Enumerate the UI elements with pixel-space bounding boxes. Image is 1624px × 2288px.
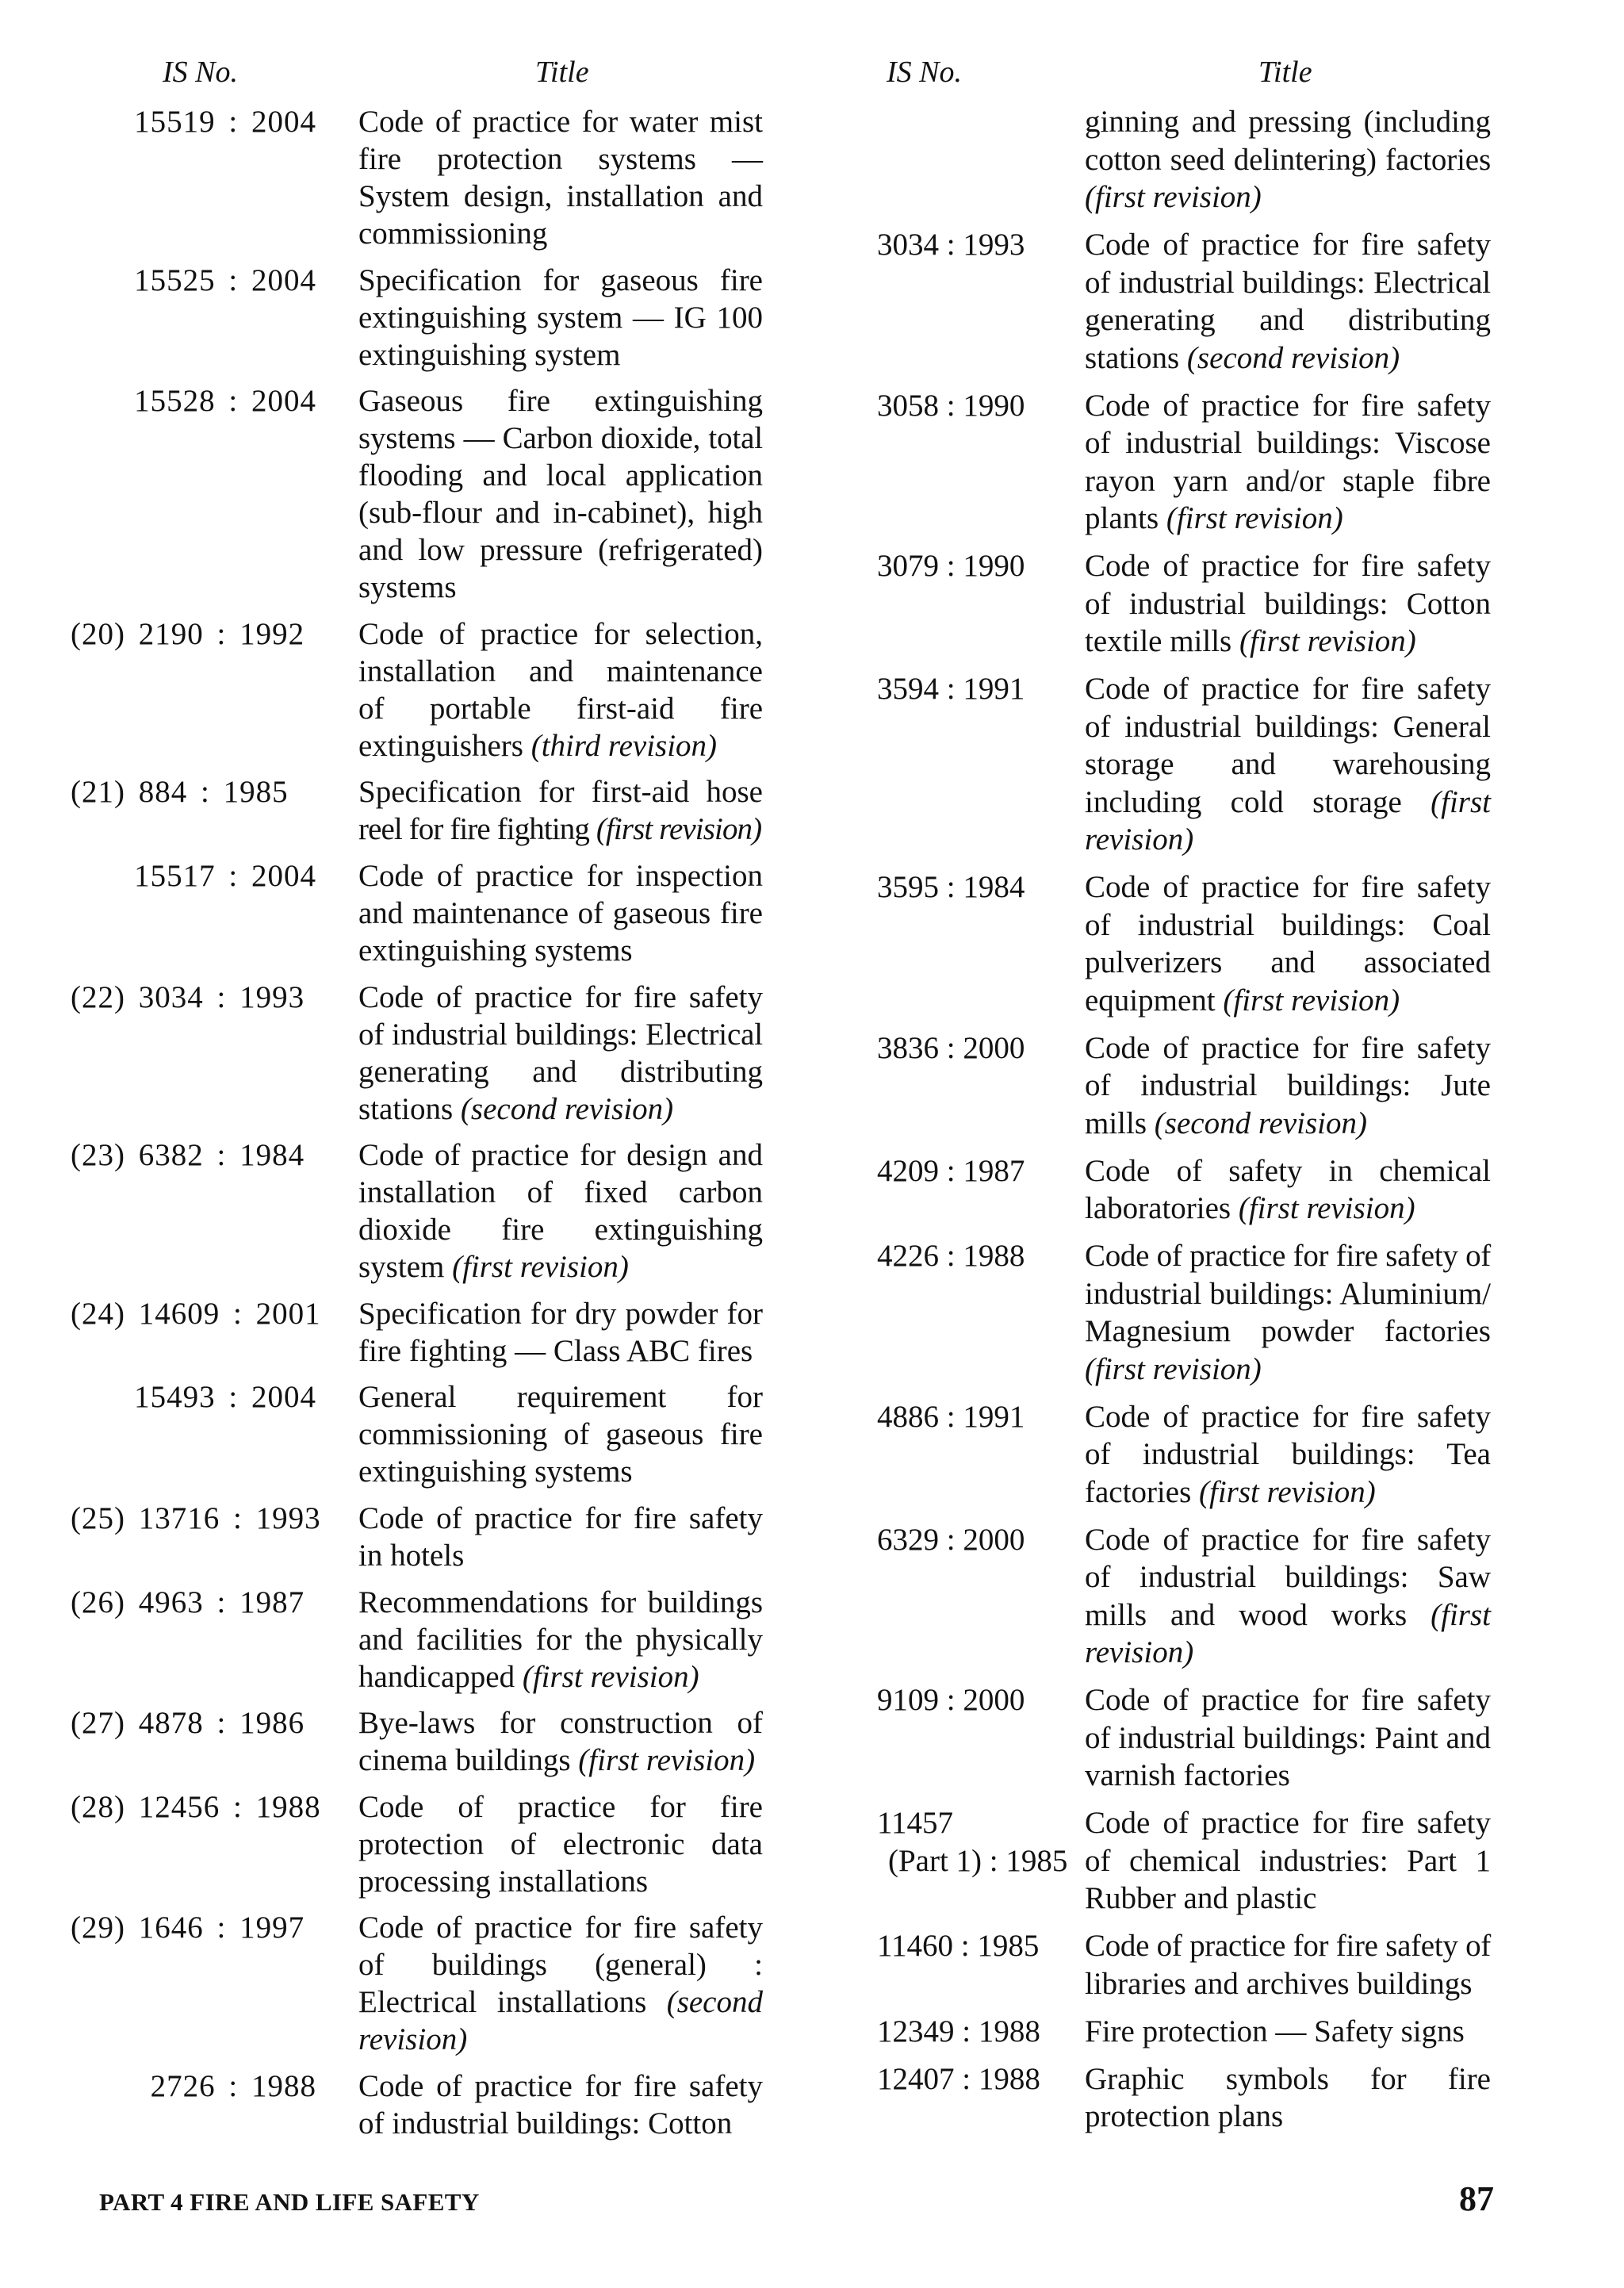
standard-title [1085,2060,1491,2136]
title-line: processing installations [358,1864,649,1899]
title-line: extinguishing system [358,337,621,372]
title-line: Code of practice for design and [358,1138,763,1173]
title-line: protection plans [1085,2099,1284,2133]
header-is-no-left: IS No. [163,56,238,89]
is-number [877,387,1025,425]
standard-title [1085,1521,1491,1672]
is-number-value: 12456 : 1988 [138,1789,321,1824]
title-line: of industrial buildings: General [1085,709,1491,744]
title-line: Code of practice for fire safety [1085,1030,1491,1065]
standard-title [1085,387,1491,538]
title-line: of industrial buildings: Electrical [358,1017,763,1052]
title-line [1085,339,1491,378]
is-number-line: (Part 1) : 1985 [888,1843,1068,1878]
is-number-line: 11457 [877,1806,954,1840]
title-line [358,1983,763,2021]
revision-note: (first revision) [1199,1474,1376,1509]
revision-note: (first [1431,784,1491,819]
standard-entry [793,670,1624,859]
standard-entry [793,2013,1624,2051]
revision-note: (first revision) [1085,1351,1262,1386]
title-text: system [358,1250,453,1285]
group-number: (28) [71,1789,125,1824]
title-line [1085,1474,1491,1512]
is-number-value: 4878 : 1986 [138,1706,305,1741]
standard-entry [793,387,1624,538]
title-line [1085,623,1491,661]
title-line: of industrial buildings: Coal [1085,907,1491,942]
title-text: factories [1085,1474,1200,1509]
is-number [877,1237,1025,1275]
title-line: and facilities for the physically [358,1622,763,1657]
title-line: Code of practice for fire safety of [1085,1239,1491,1273]
standard-entry [793,1029,1624,1143]
standard-entry [793,547,1624,661]
is-number-value: 15493 : 2004 [134,1380,316,1415]
group-number: (23) [71,1138,125,1173]
is-number [71,1584,304,1621]
title-line [1085,1351,1491,1389]
standard-entry [793,103,1624,217]
standard-title [358,1378,763,1490]
title-line [1085,178,1491,217]
revision-note: (second revision) [1154,1106,1368,1140]
title-line: Code of practice for fire safety [1085,1683,1491,1717]
standard-title [358,615,763,765]
title-text: extinguishers [358,728,531,763]
title-line: extinguishing systems [358,1454,633,1489]
revision-note: (first revision) [1223,983,1400,1018]
standard-entry [793,1927,1624,2002]
is-number-value: 2726 : 1988 [150,2068,316,2103]
is-number-value: 3034 : 1993 [138,979,305,1014]
title-line [1085,1596,1491,1635]
title-line [1085,784,1491,822]
header-title-right: Title [1258,56,1312,89]
standard-entry [0,857,793,969]
is-number [877,547,1025,585]
title-line [358,1742,763,1779]
title-text: mills [1085,1106,1155,1140]
standard-title [358,1909,763,2058]
title-line [1085,1190,1491,1228]
title-line: industrial buildings: Aluminium/ [1085,1276,1491,1311]
title-line: varnish factories [1085,1758,1290,1792]
revision-note: revision) [1085,1635,1194,1669]
title-line: of buildings (general) : [358,1948,763,1983]
title-line [1085,1105,1491,1143]
title-text: reel for fire fighting [358,812,596,847]
title-line: Code of practice for fire safety [358,1910,763,1945]
standard-entry [793,1152,1624,1228]
is-number [71,1909,304,1946]
is-number [71,1295,321,1332]
title-line: of industrial buildings: Tea [1085,1437,1491,1471]
is-number [71,1704,304,1742]
standard-title [1085,1681,1491,1795]
is-number [877,226,1025,264]
is-number-value: 4209 : 1987 [877,1153,1025,1188]
title-line [358,1248,763,1286]
title-line: Code of practice for fire safety [358,1500,763,1535]
standard-title [1085,670,1491,859]
title-line: Code of practice for fire safety [1085,672,1491,706]
is-number-value: 4226 : 1988 [877,1239,1025,1273]
title-line: of chemical industries: Part 1 [1085,1843,1491,1878]
standard-title [1085,1237,1491,1388]
title-line: of industrial buildings: Cotton [358,2106,733,2140]
group-number: (29) [71,1910,125,1945]
is-number [134,382,316,420]
title-line: and low pressure (refrigerated) [358,533,763,568]
header-title-left: Title [535,56,589,89]
left-standards-column [0,103,793,2152]
title-line: of industrial buildings: Electrical [1085,265,1491,300]
title-line: Code of practice for water mist [358,105,763,139]
revision-note: revision) [1085,822,1194,857]
is-number [71,979,304,1016]
standard-entry [0,1295,793,1370]
standard-title [1085,1804,1491,1918]
standard-title [358,1500,763,1574]
standard-title [358,979,763,1128]
title-line: pulverizers and associated [1085,945,1491,979]
title-line: commissioning of gaseous fire [358,1417,763,1452]
standard-entry [0,1704,793,1779]
is-number [877,670,1025,708]
title-line: Code of practice for fire safety [1085,549,1491,583]
title-line: Specification for dry powder for [358,1296,763,1331]
title-line: Code of practice for selection, [358,616,763,651]
title-line: cotton seed delintering) factories [1085,142,1491,177]
revision-note: (third revision) [530,728,718,763]
standard-title [358,1584,763,1696]
standard-title [358,857,763,969]
is-number-value: 6329 : 2000 [877,1522,1025,1557]
title-line: systems — Carbon dioxide, total [358,421,763,456]
is-number-value: 3836 : 2000 [877,1030,1025,1065]
header-is-no-right: IS No. [887,56,962,89]
is-number [877,1521,1025,1559]
title-line: installation and maintenance [358,653,763,688]
standard-entry [0,103,793,252]
is-number [71,1788,321,1826]
title-line: of industrial buildings: Viscose [1085,426,1491,460]
is-number-value: 15519 : 2004 [134,105,316,139]
title-line: Code of practice for fire safety [1085,228,1491,262]
is-number [877,1152,1025,1190]
revision-note: (first revision) [1085,180,1262,214]
standard-title [358,773,763,848]
is-number [877,2060,1040,2098]
title-text: cinema buildings [358,1743,579,1778]
title-line: Bye-laws for construction of [358,1706,763,1741]
is-number-value: 9109 : 2000 [877,1683,1025,1717]
is-number [134,103,316,140]
standard-title [1085,1398,1491,1512]
standard-entry [0,1500,793,1574]
title-line [358,727,763,765]
title-line: Code of practice for fire safety of [1085,1929,1491,1963]
title-line: System design, installation and [358,179,763,213]
title-text: plants [1085,501,1166,535]
is-number [151,2068,316,2105]
group-number: (25) [71,1500,125,1535]
standard-entry [793,2060,1624,2136]
title-line: dioxide fire extinguishing [358,1213,763,1247]
title-line: Gaseous fire extinguishing [358,384,763,419]
title-line: ginning and pressing (including [1085,105,1491,139]
standard-entry [793,1237,1624,1388]
title-line: libraries and archives buildings [1085,1966,1473,2001]
page-number: 87 [1459,2179,1494,2218]
is-number-value: 2190 : 1992 [138,616,305,651]
standard-entry [793,868,1624,1019]
title-line [1085,982,1491,1020]
title-line: installation of fixed carbon [358,1175,763,1210]
title-text: equipment [1085,983,1224,1018]
title-text: mills and wood works [1085,1597,1431,1632]
standard-entry [0,615,793,765]
title-line: Code of practice for fire safety [1085,1522,1491,1557]
group-number: (27) [71,1706,125,1741]
title-line: storage and warehousing [1085,747,1491,781]
standard-title [358,1295,763,1370]
revision-note: (first [1431,1597,1491,1632]
revision-note: (first revision) [596,812,762,847]
is-number [877,1681,1025,1719]
revision-note: (first revision) [1239,624,1416,658]
standard-entry [0,2068,793,2142]
standard-entry [793,1804,1624,1918]
title-text: including cold storage [1085,784,1431,819]
title-line: Code of practice for fire safety [358,2068,763,2103]
standard-title [358,1136,763,1286]
title-line [358,811,763,848]
title-line: generating and distributing [358,1054,763,1089]
standard-entry [793,1681,1624,1795]
is-number [71,1136,304,1174]
is-number-value: 3594 : 1991 [877,672,1025,706]
title-text: stations [1085,340,1187,375]
title-line [1085,821,1491,859]
title-line: generating and distributing [1085,303,1491,337]
is-number [877,2013,1040,2051]
standard-title [358,1704,763,1779]
is-number-value: 3058 : 1990 [877,388,1025,423]
title-line: Graphic symbols for fire [1085,2061,1491,2096]
group-number: (22) [71,979,125,1014]
standard-entry [0,262,793,374]
revision-note: (second revision) [460,1091,674,1126]
is-number-value: 3079 : 1990 [877,549,1025,583]
standard-title [358,382,763,606]
is-number-value: 4886 : 1991 [877,1399,1025,1434]
title-text: textile mills [1085,624,1239,658]
is-number-value: 12349 : 1988 [877,2014,1040,2048]
title-line: in hotels [358,1538,465,1573]
title-line: Recommendations for buildings [358,1585,763,1619]
title-line: Code of safety in chemical [1085,1153,1491,1188]
is-number-value: 4963 : 1987 [138,1585,305,1619]
title-line: Specification for gaseous fire [358,263,763,297]
title-line: and maintenance of gaseous fire [358,895,763,930]
title-line: commissioning [358,217,548,251]
title-line: flooding and local application [358,458,763,493]
group-number: (21) [71,775,125,810]
standard-entry [793,226,1624,377]
standard-entry [0,1909,793,2058]
title-line: extinguishing systems [358,933,633,968]
title-line [358,1658,763,1696]
title-line: Specification for first-aid hose [358,775,763,810]
title-line: Code of practice for fire safety [1085,388,1491,423]
is-number-value: 15517 : 2004 [134,858,316,893]
revision-note: (first revision) [1166,501,1343,535]
is-number-value: 6382 : 1984 [138,1138,305,1173]
standard-title [358,1788,763,1900]
standard-title [1085,2013,1491,2051]
is-number-value: 11460 : 1985 [877,1929,1040,1963]
footer-section-title: PART 4 FIRE AND LIFE SAFETY [99,2188,480,2216]
is-number [877,1927,1039,1965]
standard-title [1085,1152,1491,1228]
is-number-value: 14609 : 2001 [138,1296,321,1331]
title-line [358,1090,763,1128]
title-line [1085,500,1491,538]
is-number [877,1398,1025,1436]
title-line: rayon yarn and/or staple fibre [1085,463,1491,498]
right-standards-column [793,103,1624,2145]
title-line: Magnesium powder factories [1085,1314,1491,1348]
revision-note: (first revision) [1238,1191,1415,1225]
is-number [134,262,316,299]
title-line: General requirement for [358,1380,763,1415]
title-text: handicapped [358,1659,523,1694]
standard-title [358,2068,763,2142]
title-line: of industrial buildings: Paint and [1085,1720,1491,1755]
is-number-value: 12407 : 1988 [877,2061,1040,2096]
title-line [1085,1634,1491,1672]
standard-entry [0,773,793,848]
is-number [877,868,1025,906]
standard-entry [0,1136,793,1286]
title-line: Code of practice for fire safety [1085,1399,1491,1434]
revision-note: (first revision) [522,1659,699,1694]
title-line: of portable first-aid fire [358,691,763,726]
standard-title [1085,226,1491,377]
standard-entry [0,382,793,606]
group-number: (20) [71,616,125,651]
title-line: Code of practice for fire safety [358,979,763,1014]
is-number-value: 3034 : 1993 [877,228,1025,262]
is-number-value: 1646 : 1997 [138,1910,305,1945]
group-number: (24) [71,1296,125,1331]
title-line: extinguishing system — IG 100 [358,300,763,335]
standard-title [358,103,763,252]
standard-entry [0,1788,793,1900]
title-line: systems [358,570,457,605]
title-line [358,2021,763,2058]
is-number-value: 15525 : 2004 [134,263,316,297]
title-line: Code of practice for fire safety [1085,870,1491,904]
standard-title [1085,103,1491,217]
is-number [877,1804,1067,1880]
is-number [134,857,316,895]
title-line: fire fighting — Class ABC fires [358,1333,753,1368]
title-line: of industrial buildings: Jute [1085,1068,1491,1102]
is-number [71,773,289,811]
standard-entry [793,1398,1624,1512]
standard-title [1085,1029,1491,1143]
title-line: Code of practice for inspection [358,858,763,893]
title-line: (sub-flour and in-cabinet), high [358,496,763,531]
is-number [877,1029,1025,1067]
is-number-value: 884 : 1985 [138,775,289,810]
is-number-value: 3595 : 1984 [877,870,1025,904]
revision-note: revision) [358,2022,468,2057]
standard-entry [793,1521,1624,1672]
standard-entry [0,1584,793,1696]
title-line: fire protection systems — [358,142,763,176]
revision-note: (first revision) [452,1250,629,1285]
title-line: Code of practice for fire safety [1085,1806,1491,1840]
revision-note: (first revision) [578,1743,756,1778]
title-line: protection of electronic data [358,1826,763,1861]
title-line: Fire protection — Safety signs [1085,2014,1465,2048]
is-number-value: 13716 : 1993 [138,1500,321,1535]
title-line: of industrial buildings: Cotton [1085,586,1491,621]
is-number-value: 15528 : 2004 [134,384,316,419]
title-text: Electrical installations [358,1985,667,2020]
is-number [71,1500,321,1537]
title-text: stations [358,1091,461,1126]
group-number: (26) [71,1585,125,1619]
standard-title [1085,868,1491,1019]
revision-note: (second [666,1985,763,2020]
revision-note: (second revision) [1186,340,1400,375]
standard-title [358,262,763,374]
standard-entry [0,979,793,1128]
title-text: laboratories [1085,1191,1239,1225]
title-line: Code of practice for fire [358,1789,763,1824]
is-number [134,1378,316,1416]
standard-entry [0,1378,793,1490]
title-line: Rubber and plastic [1085,1881,1317,1915]
is-number [71,615,304,653]
standard-title [1085,1927,1491,2002]
title-line: of industrial buildings: Saw [1085,1560,1491,1594]
standard-title [1085,547,1491,661]
